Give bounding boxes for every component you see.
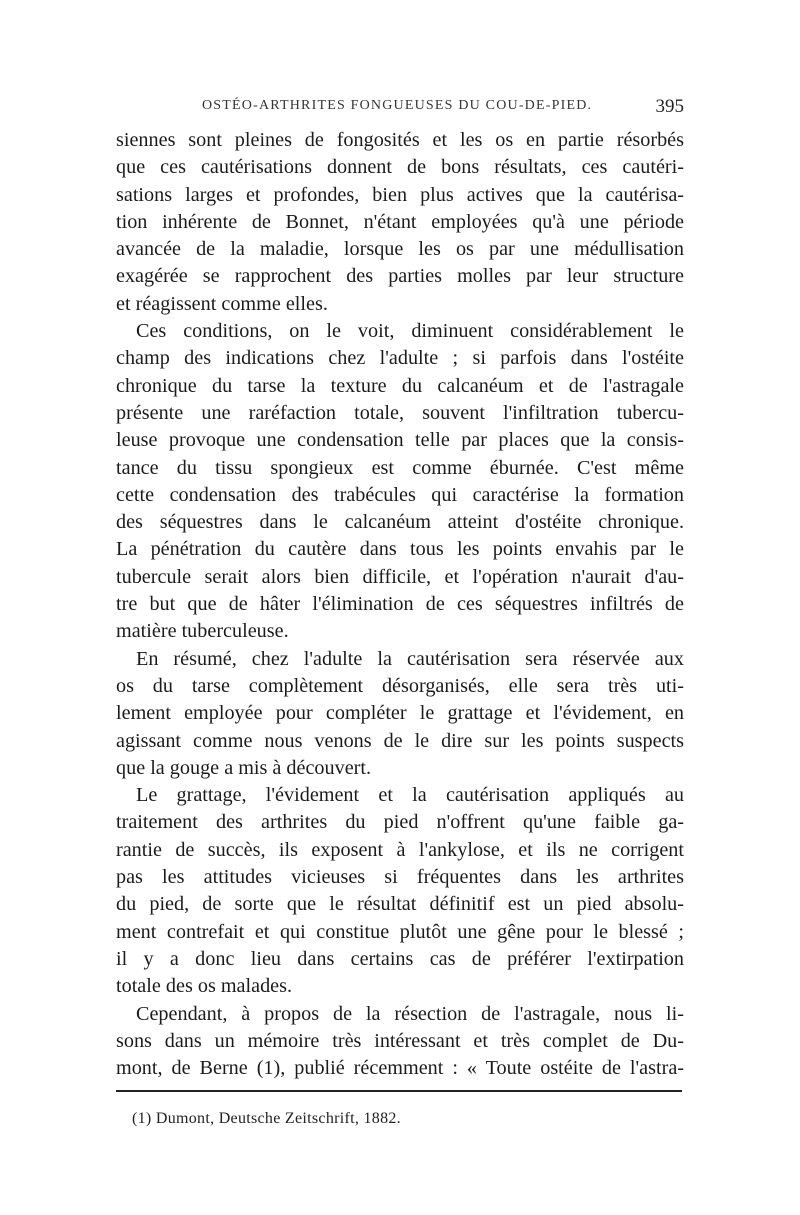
page-header bbox=[116, 96, 684, 122]
text-line: présente une raréfaction totale, souvent l'infiltration tubercu- bbox=[116, 401, 684, 424]
text-line: des séquestres dans le calcanéum atteint d'ostéite chronique. bbox=[116, 511, 684, 534]
page-number: 395 bbox=[655, 96, 684, 117]
text-line: pas les attitudes vicieuses si fréquentes dans les arthrites bbox=[116, 866, 684, 889]
text-line: avancée de la maladie, lorsque les os par une médullisation bbox=[116, 238, 684, 261]
text-line: traitement des arthrites du pied n'offrent qu'une faible ga- bbox=[116, 811, 684, 834]
text-line: En résumé, chez l'adulte la cautérisation sera réservée aux bbox=[136, 647, 684, 670]
text-line: Cependant, à propos de la résection de l'astragale, nous li- bbox=[136, 1002, 684, 1025]
text-line: rantie de succès, ils exposent à l'ankylose, et ils ne corrigent bbox=[116, 838, 684, 861]
text-line: que ces cautérisations donnent de bons résultats, ces cautéri- bbox=[116, 156, 684, 179]
text-line: chronique du tarse la texture du calcanéum et de l'astragale bbox=[116, 374, 684, 397]
text-line: totale des os malades. bbox=[116, 975, 293, 998]
text-line: champ des indications chez l'adulte ; si parfois dans l'ostéite bbox=[116, 347, 684, 370]
text-line: Ces conditions, on le voit, diminuent considérablement le bbox=[136, 320, 684, 343]
text-line: Le grattage, l'évidement et la cautérisation appliqués au bbox=[136, 784, 684, 807]
text-line: tubercule serait alors bien difficile, et l'opération n'aurait d'au- bbox=[116, 565, 684, 588]
text-line: cette condensation des trabécules qui caractérise la formation bbox=[116, 483, 684, 506]
text-line: ment contrefait et qui constitue plutôt une gêne pour le blessé ; bbox=[116, 920, 684, 943]
text-line: matière tuberculeuse. bbox=[116, 620, 289, 643]
text-line: lement employée pour compléter le grattage et l'évidement, en bbox=[116, 702, 684, 725]
text-line: La pénétration du cautère dans tous les points envahis par le bbox=[116, 538, 684, 561]
text-line: tion inhérente de Bonnet, n'étant employées qu'à une période bbox=[116, 210, 684, 233]
text-line: du pied, de sorte que le résultat définitif est un pied absolu- bbox=[116, 893, 684, 916]
footnote-separator bbox=[116, 1090, 682, 1092]
body-text bbox=[116, 127, 684, 1082]
text-line: sons dans un mémoire très intéressant et très complet de Du- bbox=[116, 1029, 684, 1052]
text-line: mont, de Berne (1), publié récemment : « Toute ostéite de l'astra- bbox=[116, 1057, 684, 1080]
text-line: exagérée se rapprochent des parties molles par leur structure bbox=[116, 265, 684, 288]
text-line: os du tarse complètement désorganisés, elle sera très uti- bbox=[116, 674, 684, 697]
running-head: OSTÉO-ARTHRITES FONGUEUSES DU COU-DE-PIED. bbox=[202, 98, 593, 113]
footnote: (1) Dumont, Deutsche Zeitschrift, 1882. bbox=[132, 1110, 401, 1127]
text-line: il y a donc lieu dans certains cas de préférer l'extirpation bbox=[116, 947, 684, 970]
text-line: tre but que de hâter l'élimination de ces séquestres infiltrés de bbox=[116, 593, 684, 616]
text-line: siennes sont pleines de fongosités et les os en partie résorbés bbox=[116, 129, 684, 151]
text-line: tance du tissu spongieux est comme éburnée. C'est même bbox=[116, 456, 684, 479]
text-line: leuse provoque une condensation telle par places que la consis- bbox=[116, 429, 684, 452]
text-line: et réagissent comme elles. bbox=[116, 292, 328, 315]
text-line: sations larges et profondes, bien plus actives que la cautérisa- bbox=[116, 183, 684, 206]
text-line: que la gouge a mis à découvert. bbox=[116, 756, 372, 779]
text-line: agissant comme nous venons de le dire sur les points suspects bbox=[116, 729, 684, 752]
